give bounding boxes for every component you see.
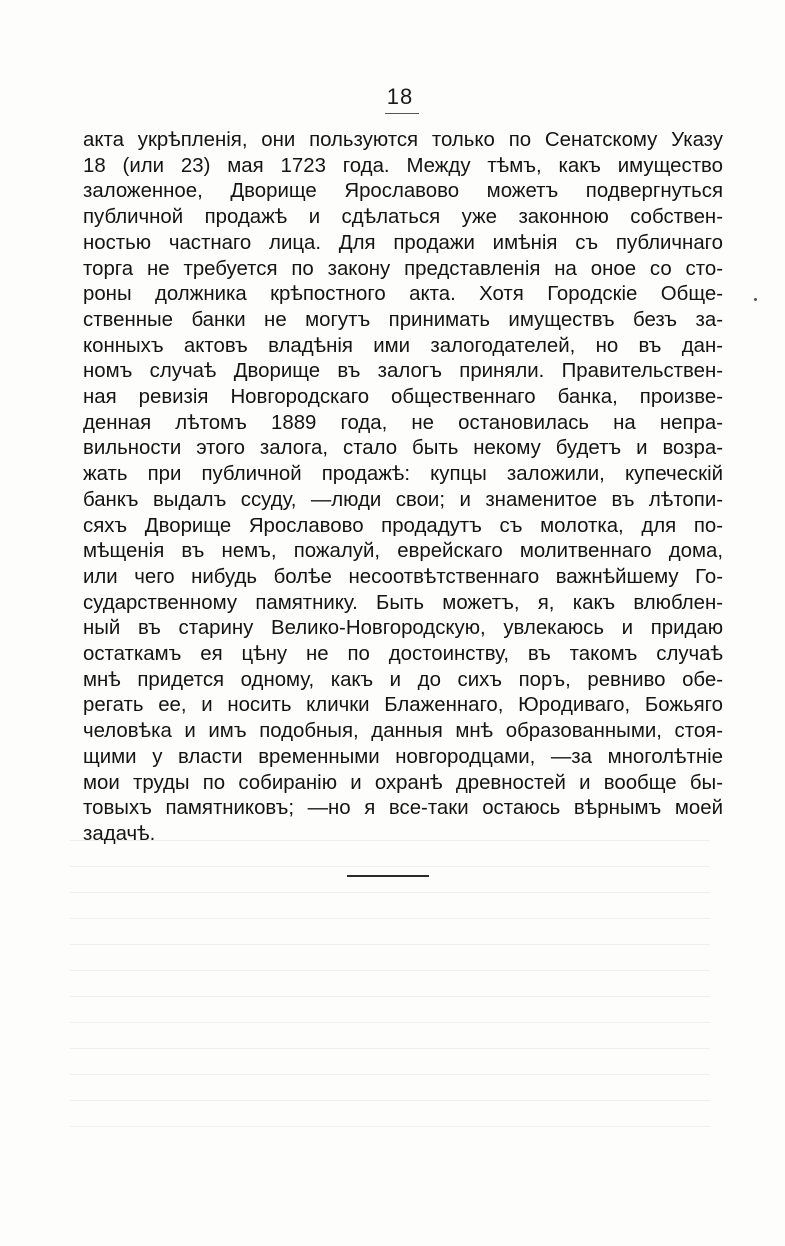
- text-line: денная лѣтомъ 1889 года, не остановилась на непра-: [83, 411, 723, 434]
- text-line: публичной продажѣ и сдѣлаться уже законною собствен-: [83, 206, 723, 229]
- text-line: сяхъ Дворище Ярославово продадутъ съ молотка, для по-: [83, 514, 723, 537]
- text-line: заложенное, Дворище Ярославово можетъ подвергнуться: [83, 180, 723, 203]
- text-line: ная ревизія Новгородскаго общественнаго банка, произве-: [83, 386, 723, 409]
- text-line: ственные банки не могутъ принимать имуществъ безъ за-: [83, 308, 723, 331]
- text-line: щими у власти временными новгородцами, —за многолѣтніе: [83, 745, 723, 768]
- text-line: торга не требуется по закону представленія на оное со сто-: [83, 257, 723, 280]
- text-line: или чего нибудь болѣе несоотвѣтственнаго важнѣйшему Го-: [83, 565, 723, 588]
- text-line: ный въ старину Велико-Новгородскую, увлекаюсь и придаю: [83, 617, 723, 640]
- text-line: ностью частнаго лица. Для продажи имѣнія съ публичнаго: [83, 231, 723, 254]
- text-line: номъ случаѣ Дворище въ залогъ приняли. Правительствен-: [83, 360, 723, 383]
- text-line: акта укрѣпленія, они пользуются только по Сенатскому Указу: [83, 129, 723, 151]
- text-line: жать при публичной продажѣ: купцы заложили, купеческій: [83, 463, 723, 486]
- margin-speck: [754, 298, 757, 301]
- text-line: сударственному памятнику. Быть можетъ, я, какъ влюблен-: [83, 591, 723, 614]
- text-line: роны должника крѣпостного акта. Хотя Городскіе Обще-: [83, 283, 723, 306]
- text-line: мѣщенія въ немъ, пожалуй, еврейскаго молитвеннаго дома,: [83, 540, 723, 563]
- text-line: регать ее, и носить клички Блаженнаго, Юродиваго, Божьяго: [83, 694, 723, 717]
- text-line: товыхъ памятниковъ; —но я все-таки остаюсь вѣрнымъ моей: [83, 797, 723, 820]
- text-line-final: задачѣ.: [83, 822, 156, 845]
- text-line: мои труды по собиранію и охранѣ древностей и вообще бы-: [83, 771, 723, 794]
- text-line: конныхъ актовъ владѣнія ими залогодателей, но въ дан-: [83, 334, 723, 357]
- text-line: 18 (или 23) мая 1723 года. Между тѣмъ, какъ имущество: [83, 154, 723, 177]
- section-end-rule: [347, 875, 429, 877]
- page-number: 18: [386, 84, 414, 109]
- text-line: мнѣ придется одному, какъ и до сихъ поръ, ревниво обе-: [83, 668, 723, 691]
- text-line: вильности этого залога, стало быть некому будетъ и возра-: [83, 437, 723, 460]
- body-paragraph: [83, 128, 723, 848]
- page-number-underline: [385, 113, 419, 114]
- text-line: остаткамъ ея цѣну не по достоинству, въ такомъ случаѣ: [83, 643, 723, 666]
- bleed-through-shadow: [70, 840, 710, 1140]
- text-line: банкъ выдалъ ссуду, —люди свои; и знаменитое въ лѣтопи-: [83, 488, 723, 511]
- text-line: человѣка и имъ подобныя, данныя мнѣ образованными, стоя-: [83, 720, 723, 743]
